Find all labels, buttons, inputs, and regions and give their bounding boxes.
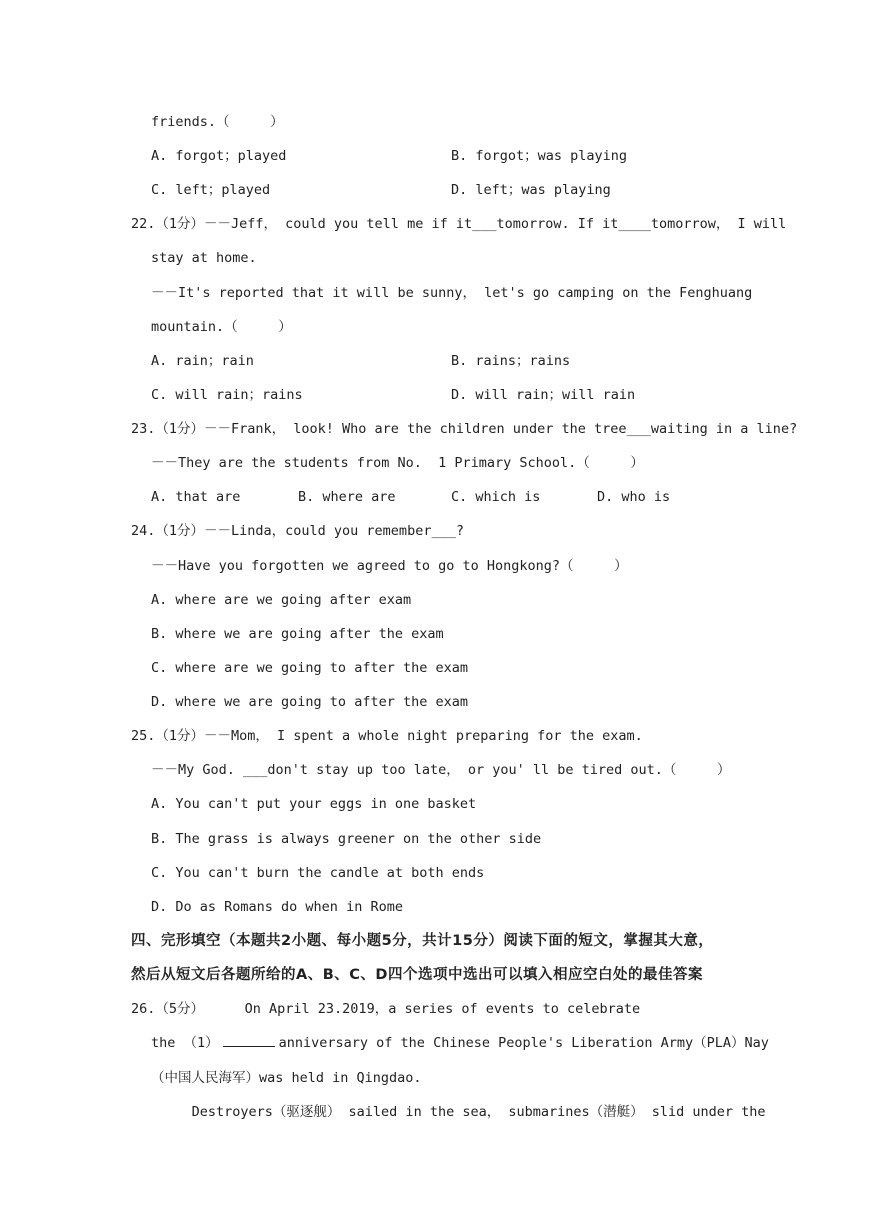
blank-1 <box>223 1033 275 1047</box>
q26-line-suffix: anniversary of the Chinese People's Liberation Army（PLA）Nay <box>278 1035 769 1051</box>
q24-stem: 24.（1分）－－Linda，could you remember___? <box>131 523 464 539</box>
q22-stem-continuation: stay at home. <box>151 250 257 266</box>
q23-reply: －－They are the students from No. 1 Primary School.（ ） <box>151 455 644 471</box>
q22-option-a: A. rain；rain <box>151 353 254 369</box>
q22-reply: －－It's reported that it will be sunny， let's go camping on the Fenghuang <box>151 285 753 301</box>
q24-reply: －－Have you forgotten we agreed to go to Hongkong?（ ） <box>151 558 628 574</box>
q25-option-c: C. You can't burn the candle at both ends <box>151 865 485 881</box>
q21-option-a: A. forgot；played <box>151 148 287 164</box>
q22-option-d: D. will rain；will rain <box>451 387 636 403</box>
q25-reply: －－My God. ___don't stay up too late， or you' ll be tired out.（ ） <box>151 762 731 778</box>
q26-stem: 26.（5分） On April 23.2019，a series of events to celebrate <box>131 1001 641 1017</box>
q21-stem-continuation: friends.（ ） <box>151 114 284 130</box>
q25-option-d: D. Do as Romans do when in Rome <box>151 899 403 915</box>
q23-option-c: C. which is <box>451 489 541 505</box>
q23-option-b: B. where are <box>298 489 396 505</box>
q26-passage-line-3: （中国人民海军）was held in Qingdao. <box>151 1070 422 1086</box>
q26-line-prefix: the （1） <box>151 1035 219 1051</box>
q23-stem: 23.（1分）－－Frank， look! Who are the children under the tree___waiting in a line? <box>131 421 798 437</box>
q25-option-b: B. The grass is always greener on the other side <box>151 831 542 847</box>
q22-stem: 22.（1分）－－Jeff， could you tell me if it___tomorrow. If it____tomorrow， I will <box>131 216 787 232</box>
q24-option-a: A. where are we going after exam <box>151 592 412 608</box>
q22-reply-continuation: mountain.（ ） <box>151 319 292 335</box>
q25-option-a: A. You can't put your eggs in one basket <box>151 796 477 812</box>
q23-option-a: A. that are <box>151 489 241 505</box>
q22-option-b: B. rains；rains <box>451 353 571 369</box>
q21-option-d: D. left；was playing <box>451 182 611 198</box>
q26-passage-line-4: Destroyers（驱逐舰） sailed in the sea， submarines（潜艇） slid under the <box>151 1104 766 1120</box>
section-heading-continuation: 然后从短文后各题所给的A、B、C、D四个选项中选出可以填入相应空白处的最佳答案 <box>131 967 703 983</box>
section-heading: 四、完形填空（本题共2小题、每小题5分，共计15分）阅读下面的短文，掌握其大意， <box>131 933 714 949</box>
q24-option-b: B. where we are going after the exam <box>151 626 444 642</box>
q21-option-b: B. forgot；was playing <box>451 148 628 164</box>
q22-option-c: C. will rain；rains <box>151 387 303 403</box>
q21-option-c: C. left；played <box>151 182 271 198</box>
q25-stem: 25.（1分）－－Mom， I spent a whole night preparing for the exam. <box>131 728 643 744</box>
q24-option-c: C. where are we going to after the exam <box>151 660 468 676</box>
q24-option-d: D. where we are going to after the exam <box>151 694 468 710</box>
q23-option-d: D. who is <box>597 489 671 505</box>
q26-passage-line <box>151 1033 769 1053</box>
